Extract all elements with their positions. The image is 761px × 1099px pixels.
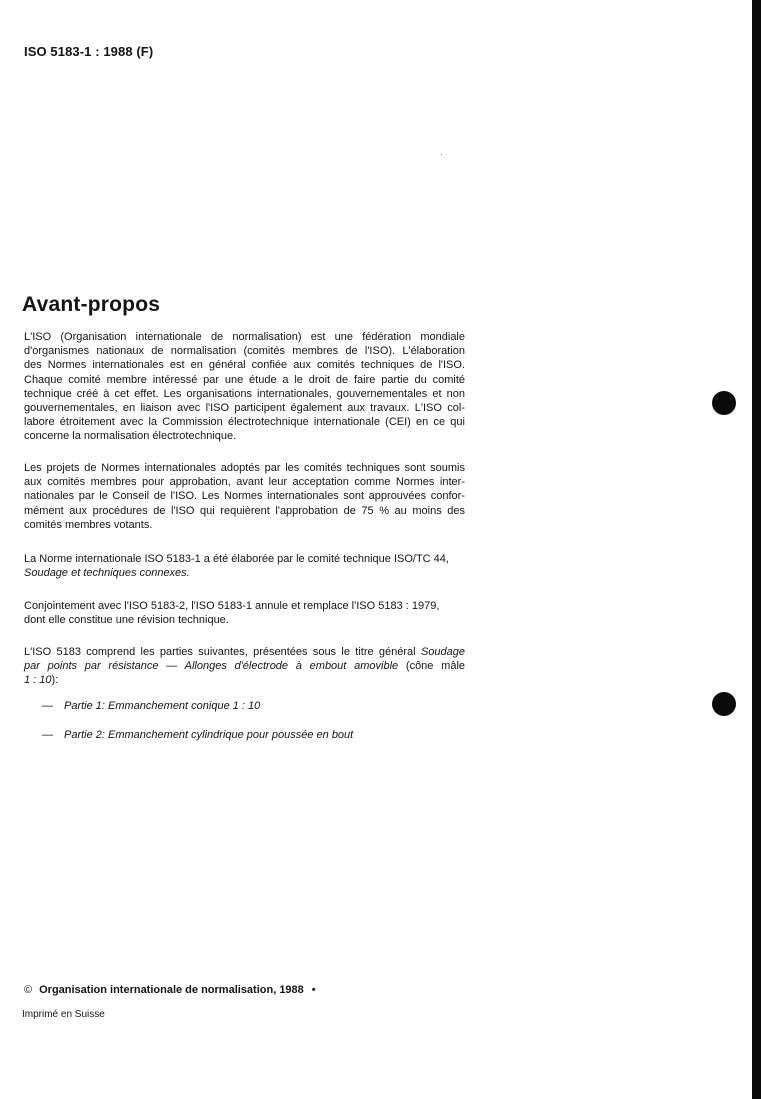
- text-line-italic: Soudage et techniques connexes.: [24, 567, 190, 580]
- text-line: Les projets de Normes internationales adoptés par les comités techniques sont soumis: [24, 462, 465, 474]
- list-item: [42, 729, 353, 741]
- text-italic: Soudage: [420, 646, 465, 658]
- text-italic: par points par résistance — Allonges d'électrode à embout amovible: [24, 660, 399, 673]
- copyright-symbol: ©: [24, 984, 33, 996]
- punch-hole-upper: [712, 391, 736, 415]
- text-line: concerne la normalisation électrotechnique.: [24, 430, 237, 443]
- text-line: technique créé à cet effet. Les organisations internationales, gouvernementales et non: [24, 387, 465, 400]
- paragraph-iso-description: [24, 330, 465, 444]
- paragraph-parts-intro: [24, 645, 465, 688]
- copyright-notice: [24, 984, 316, 996]
- text-regular: (cône mâle: [405, 660, 466, 673]
- text-italic: 1 : 10: [24, 674, 52, 687]
- text-line: L'ISO (Organisation internationale de normalisation) est une fédération mondiale: [24, 331, 465, 343]
- text-line: des Normes internationales est en général confiée aux comités techniques de l'ISO.: [24, 359, 465, 372]
- paragraph-approval-process: [24, 461, 465, 532]
- scan-edge-bar: [752, 0, 761, 1099]
- text-line: mément aux procédures de l'ISO qui requièrent l'approbation de 75 % au moins des: [24, 504, 465, 517]
- text-line: gouvernementales, en liaison avec l'ISO participent également aux travaux. L'ISO col-: [24, 402, 465, 415]
- printed-in: Imprimé en Suisse: [22, 1009, 105, 1020]
- dash-bullet: —: [42, 729, 53, 741]
- paragraph-committee: [24, 552, 465, 580]
- document-reference: ISO 5183-1 : 1988 (F): [24, 44, 154, 59]
- text-line: [24, 659, 465, 673]
- copyright-text: Organisation internationale de normalisation, 1988: [39, 984, 304, 996]
- text-regular: L'ISO 5183 comprend les parties suivantes, présentées sous le titre général: [24, 646, 416, 658]
- list-item-text: Partie 2: Emmanchement cylindrique pour poussée en bout: [64, 729, 354, 741]
- text-line: aux comités membres pour approbation, avant leur acceptation comme Normes inter-: [24, 476, 465, 489]
- text-line: dont elle constitue une révision technique.: [24, 614, 229, 627]
- dash-bullet: —: [42, 700, 53, 712]
- text-line: Chaque comité membre intéressé par une étude a le droit de faire partie du comité: [24, 373, 465, 386]
- text-line: nationales par le Conseil de l'ISO. Les Normes internationales sont approuvées confor-: [24, 490, 465, 503]
- text-line: [24, 673, 465, 687]
- text-line: Conjointement avec l'ISO 5183-2, l'ISO 5183-1 annule et remplace l'ISO 5183 : 1979,: [24, 600, 440, 612]
- list-item: [42, 700, 260, 712]
- text-line: La Norme internationale ISO 5183-1 a été élaborée par le comité technique ISO/TC 44,: [24, 553, 449, 565]
- list-item-text: Partie 1: Emmanchement conique 1 : 10: [64, 700, 261, 712]
- text-line: comités membres votants.: [24, 518, 153, 531]
- scan-speck: [441, 154, 442, 155]
- text-regular: ):: [51, 674, 59, 687]
- page-title: Avant-propos: [22, 293, 161, 316]
- punch-hole-lower: [712, 692, 736, 716]
- bullet-mark: •: [311, 984, 316, 996]
- paragraph-revision: [24, 599, 465, 627]
- text-line: d'organismes nationaux de normalisation (comités membres de l'ISO). L'élaboration: [24, 345, 465, 358]
- text-line: [24, 645, 465, 659]
- text-line: labore étroitement avec la Commission électrotechnique internationale (CEI) en ce qui: [24, 416, 465, 429]
